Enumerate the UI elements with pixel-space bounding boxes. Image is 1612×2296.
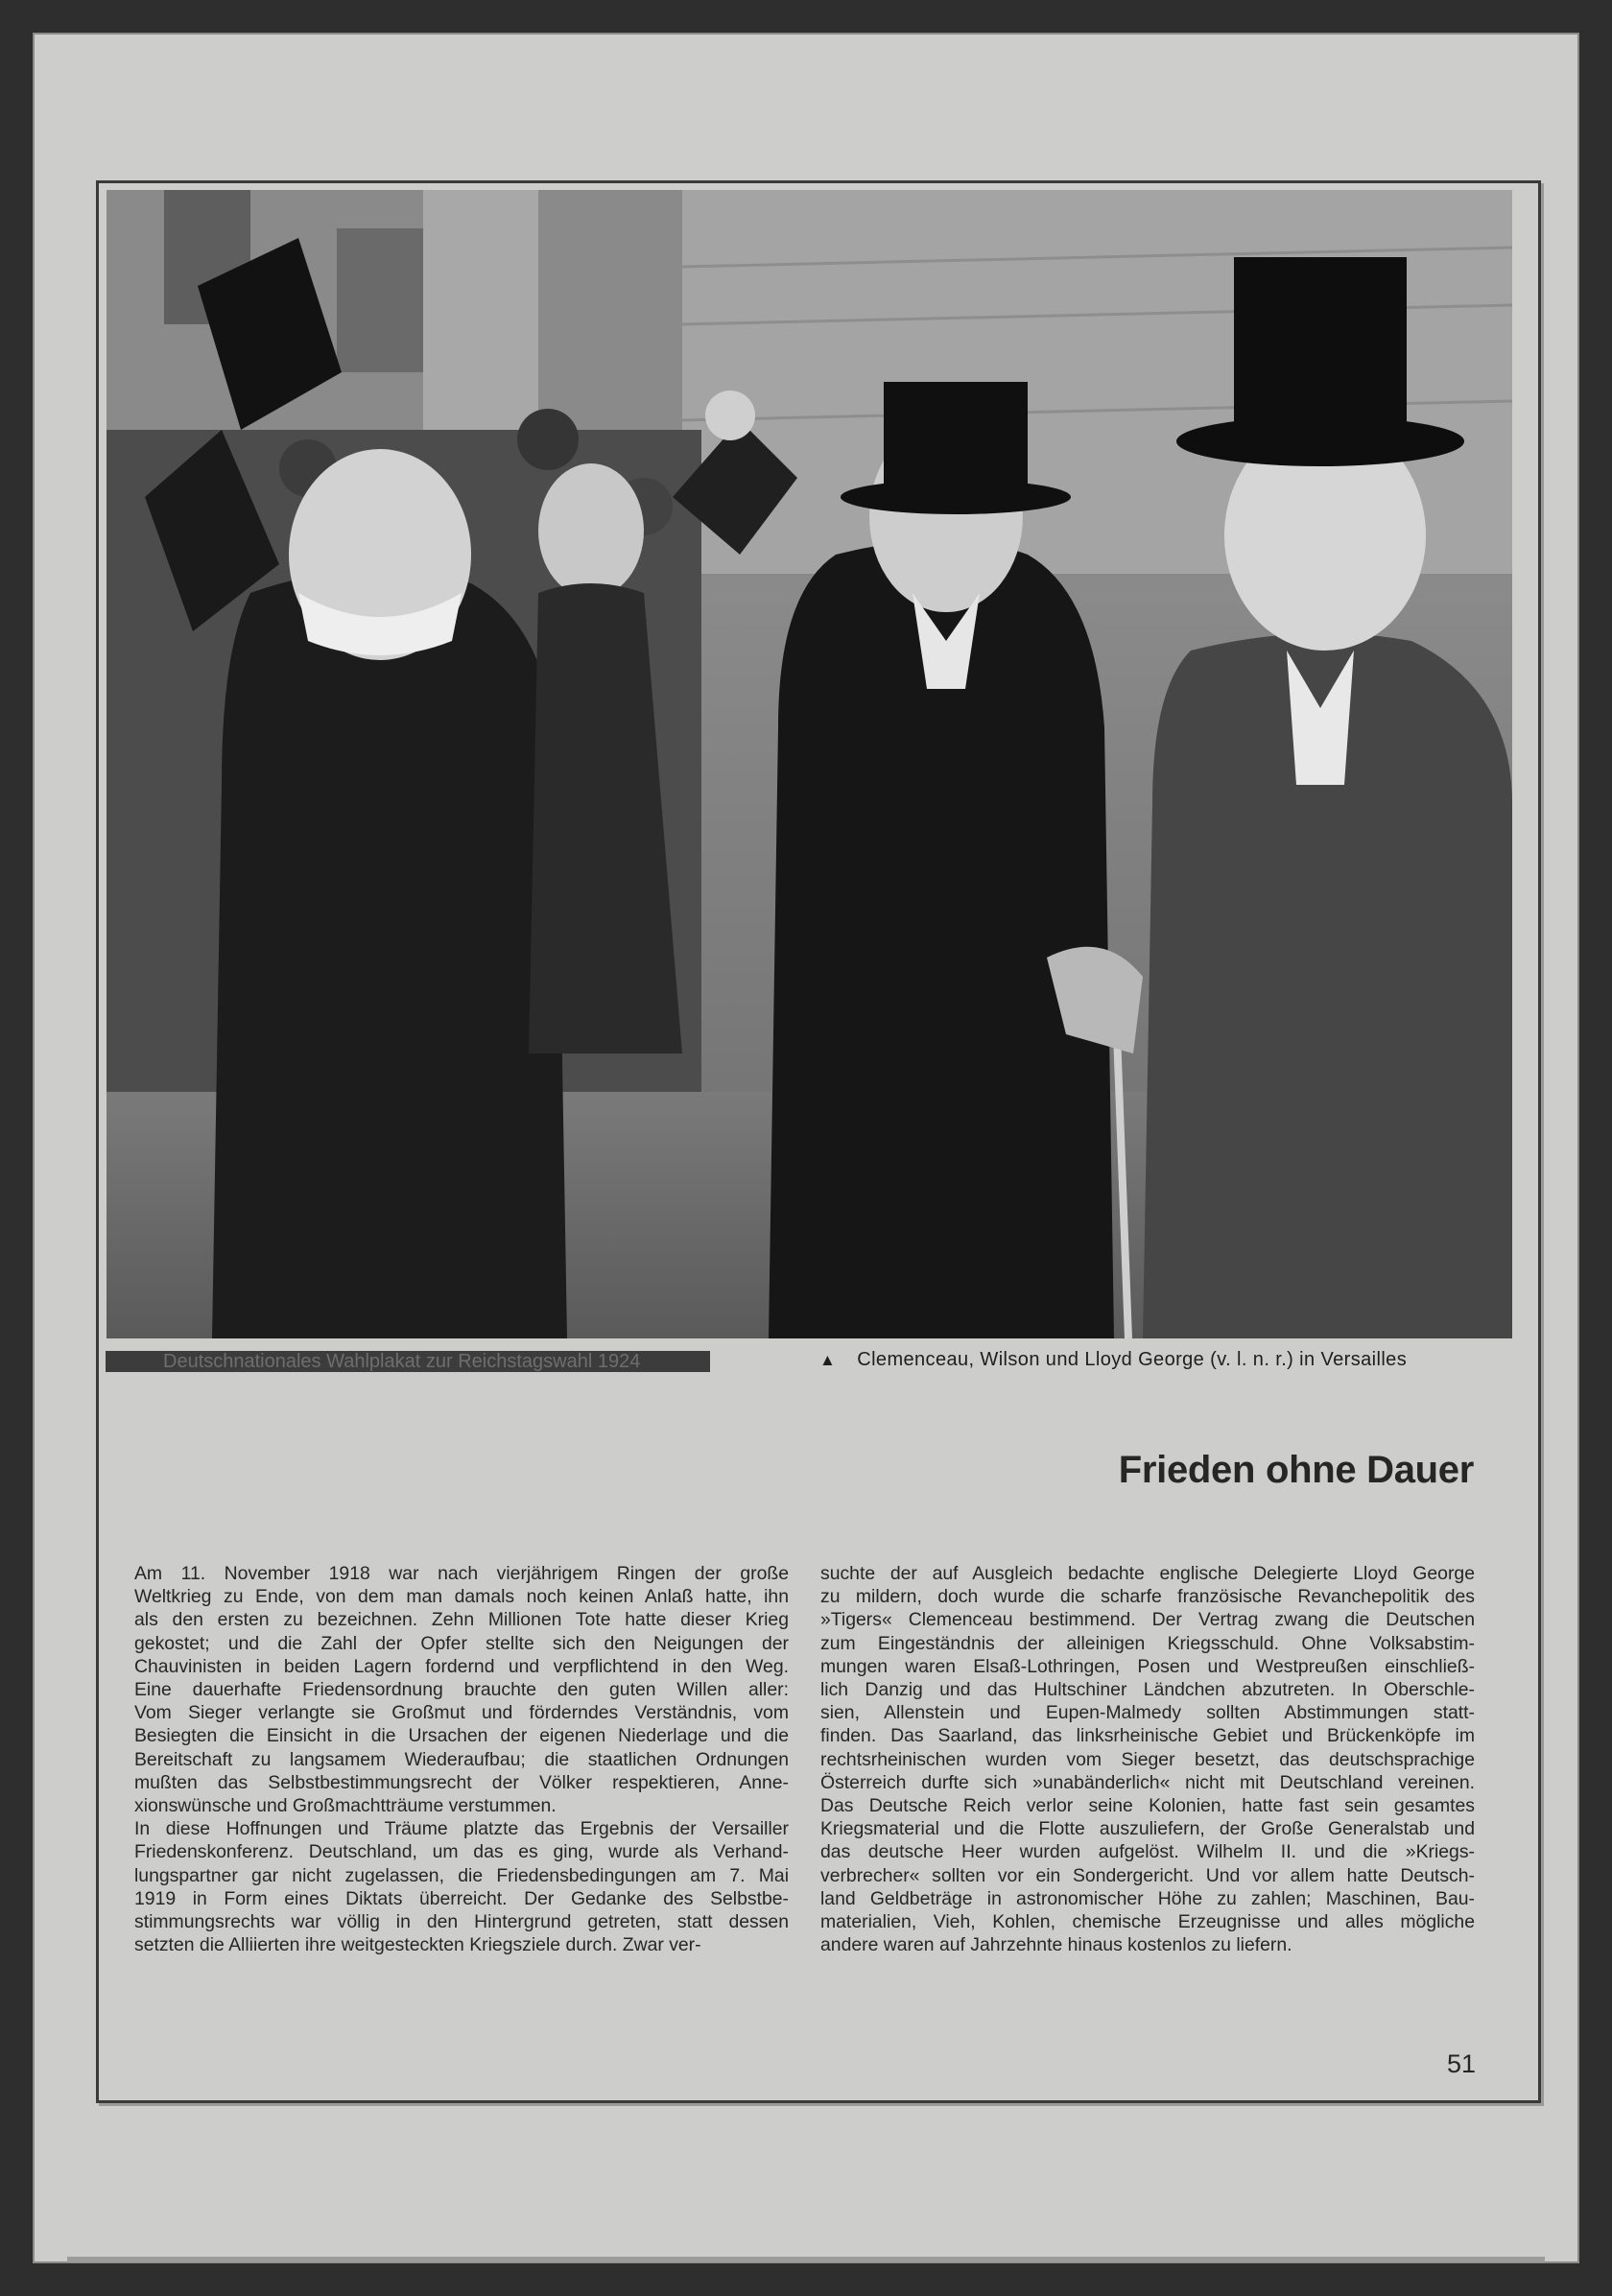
article-column-right bbox=[820, 1562, 1475, 1956]
article-line: finden. Das Saarland, das linksrheinische Gebiet und Brückenköpfe im bbox=[820, 1725, 1475, 1747]
article-line: als den ersten zu bezeichnen. Zehn Millionen Tote hatte dieser Krieg bbox=[134, 1609, 789, 1631]
article-line: Besiegten die Einsicht in die Ursachen der eigenen Niederlage und die bbox=[134, 1725, 789, 1747]
article-line: Weltkrieg zu Ende, von dem man damals noch keinen Anlaß hatte, ihn bbox=[134, 1586, 789, 1608]
article-line: Bereitschaft zu langsamem Wiederaufbau; die staatlichen Ordnungen bbox=[134, 1748, 789, 1770]
article-line: In diese Hoffnungen und Träume platzte das Ergebnis der Versailler bbox=[134, 1818, 789, 1840]
historic-photograph bbox=[107, 190, 1512, 1338]
article-line: »Tigers« Clemenceau bestimmend. Der Vertrag zwang die Deutschen bbox=[820, 1609, 1475, 1631]
article-line: lich Danzig und das Hultschiner Ländchen abzutreten. In Oberschle- bbox=[820, 1679, 1475, 1701]
article-line: xionswünsche und Großmachtträume verstummen. bbox=[134, 1795, 557, 1817]
article-line: lungspartner gar nicht zugelassen, die Friedensbedingungen am 7. Mai bbox=[134, 1864, 789, 1886]
article-line: Das Deutsche Reich verlor seine Kolonien, hatte fast sein gesamtes bbox=[820, 1795, 1475, 1817]
article-line: stimmungsrechts war völlig in den Hintergrund getreten, statt dessen bbox=[134, 1911, 789, 1933]
article-line: land Geldbeträge in astronomischer Höhe zu zahlen; Maschinen, Bau- bbox=[820, 1887, 1475, 1909]
article-line: setzten die Alliierten ihre weitgesteckten Kriegsziele durch. Zwar ver- bbox=[134, 1934, 701, 1956]
article-line: rechtsrheinischen wurden vom Sieger besetzt, das deutschsprachige bbox=[820, 1748, 1475, 1770]
article-line: sien, Allenstein und Eupen-Malmedy sollten Abstimmungen statt- bbox=[820, 1702, 1475, 1724]
article-line: Österreich durfte sich »unabänderlich« nicht mit Deutschland vereinen. bbox=[820, 1771, 1475, 1793]
caption-left: Deutschnationales Wahlplakat zur Reichstagswahl 1924 bbox=[106, 1351, 710, 1372]
article-line: das deutsche Heer wurden aufgelöst. Wilhelm II. und die »Kriegs- bbox=[820, 1841, 1475, 1863]
triangle-marker-icon: ▲ bbox=[819, 1351, 837, 1369]
article-line: Am 11. November 1918 war nach vierjährigem Ringen der große bbox=[134, 1563, 789, 1584]
article-line: Chauvinisten in beiden Lagern fordernd und verpflichtend in den Weg. bbox=[134, 1655, 789, 1677]
article-line: Friedenskonferenz. Deutschland, um das es ging, wurde als Verhand- bbox=[134, 1841, 789, 1863]
page-number: 51 bbox=[1447, 2049, 1477, 2078]
album-page-edge bbox=[67, 2257, 1545, 2262]
article-line: 1919 in Form eines Diktats überreicht. Der Gedanke des Selbstbe- bbox=[134, 1887, 789, 1909]
article-line: materialien, Vieh, Kohlen, chemische Erzeugnisse und alles mögliche bbox=[820, 1911, 1475, 1933]
article-line: andere waren auf Jahrzehnte hinaus kostenlos zu liefern. bbox=[820, 1934, 1292, 1956]
article-column-left bbox=[134, 1562, 789, 1956]
article-line: zu mildern, doch wurde die scharfe französische Revanchepolitik des bbox=[820, 1586, 1475, 1608]
photo-caption-text: Clemenceau, Wilson und Lloyd George (v. l. n. r.) in Versailles bbox=[857, 1349, 1408, 1370]
article-line: Eine dauerhafte Friedensordnung brauchte den guten Willen aller: bbox=[134, 1679, 789, 1701]
article-line: mußten das Selbstbestimmungsrecht der Völker respektieren, Anne- bbox=[134, 1771, 789, 1793]
article-line: gekostet; und die Zahl der Opfer stellte sich den Neigungen der bbox=[134, 1632, 789, 1654]
article-line: suchte der auf Ausgleich bedachte englische Delegierte Lloyd George bbox=[820, 1563, 1475, 1584]
article-line: zum Eingeständnis der alleinigen Kriegsschuld. Ohne Volksabstim- bbox=[820, 1632, 1475, 1654]
photo-caption bbox=[819, 1345, 1472, 1375]
article-line: mungen waren Elsaß-Lothringen, Posen und Westpreußen einschließ- bbox=[820, 1655, 1475, 1677]
article-line: Kriegsmaterial und die Flotte auszuliefern, der Große Generalstab und bbox=[820, 1818, 1475, 1840]
article-title: Frieden ohne Dauer bbox=[1118, 1449, 1474, 1491]
article-line: verbrecher« sollten vor ein Sondergericht. Und vor allem hatte Deutsch- bbox=[820, 1864, 1475, 1886]
photo-illustration bbox=[107, 190, 1512, 1338]
article-line: Vom Sieger verlangte sie Großmut und förderndes Verständnis, vom bbox=[134, 1702, 789, 1724]
